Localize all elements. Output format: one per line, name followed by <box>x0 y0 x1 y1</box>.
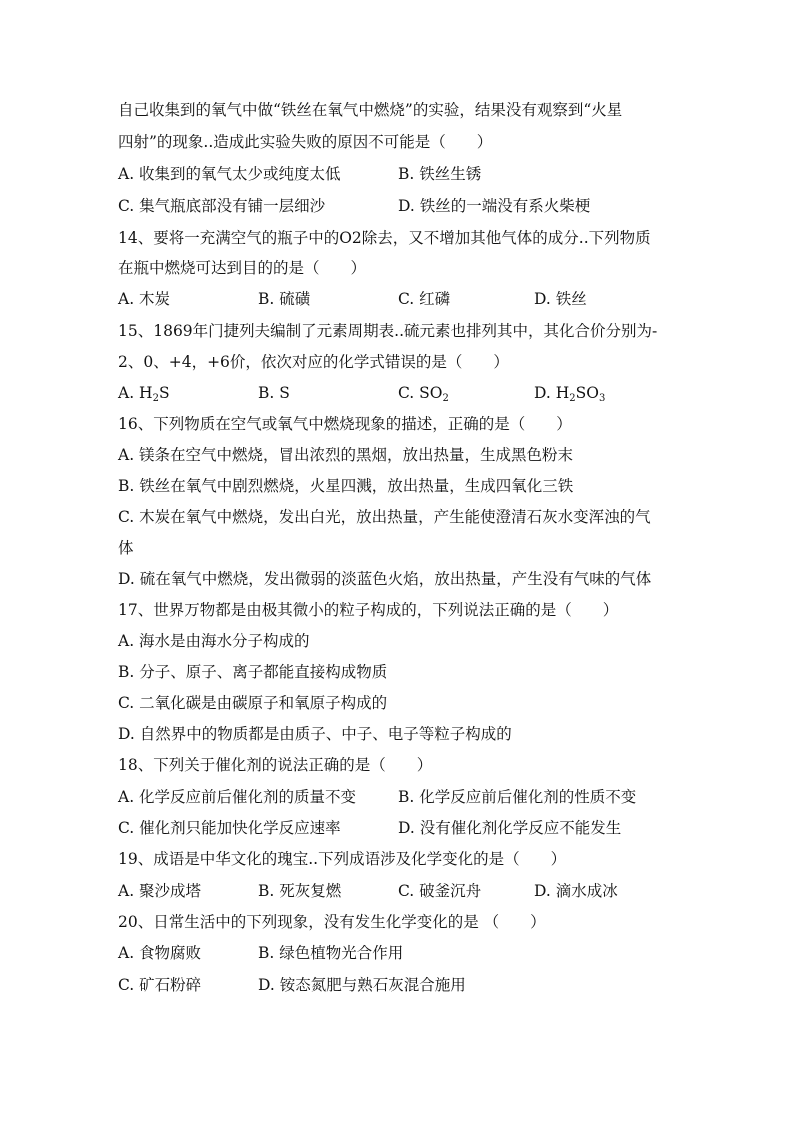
q20-stem: 20、日常生活中的下列现象，没有发生化学变化的是 （ ） <box>118 913 546 931</box>
q19-option-c: C. 破釜沉舟 <box>398 882 482 900</box>
q16-option-c-line1: C. 木炭在氧气中燃烧，发出白光，放出热量，产生能使澄清石灰水变浑浊的气 <box>118 508 651 526</box>
q15-d-mid: SO <box>575 384 599 402</box>
q17-option-d: D. 自然界中的物质都是由质子、中子、电子等粒子构成的 <box>118 725 512 743</box>
q16-stem: 16、下列物质在空气或氧气中燃烧现象的描述，正确的是（ ） <box>118 415 572 433</box>
q16-option-b: B. 铁丝在氧气中剧烈燃烧，火星四溅，放出热量，生成四氧化三铁 <box>118 477 574 495</box>
q15-option-d <box>534 383 605 403</box>
q19-option-b: B. 死灰复燃 <box>258 882 342 900</box>
q15-option-c <box>398 383 449 403</box>
q17-option-c: C. 二氧化碳是由碳原子和氧原子构成的 <box>118 694 388 712</box>
q15-d-prefix: D. H <box>534 384 570 402</box>
q18-option-b: B. 化学反应前后催化剂的性质不变 <box>398 788 637 806</box>
q13-option-b: B. 铁丝生锈 <box>398 165 482 183</box>
q13-option-c: C. 集气瓶底部没有铺一层细沙 <box>118 197 326 215</box>
q16-option-c-line2: 体 <box>118 539 134 557</box>
q17-option-b: B. 分子、原子、离子都能直接构成物质 <box>118 663 388 681</box>
q15-c-prefix: C. SO <box>398 384 443 402</box>
q17-option-a: A. 海水是由海水分子构成的 <box>118 632 310 650</box>
q14-option-a: A. 木炭 <box>118 290 171 308</box>
q16-option-d: D. 硫在氧气中燃烧，发出微弱的淡蓝色火焰，放出热量，产生没有气味的气体 <box>118 570 652 588</box>
q15-d-subscript2: 3 <box>598 393 606 404</box>
q13-option-a: A. 收集到的氧气太少或纯度太低 <box>118 165 341 183</box>
q15-c-subscript: 2 <box>442 393 449 404</box>
q15-a-suffix: S <box>158 384 170 402</box>
q14-stem-line2: 在瓶中燃烧可达到目的的是（ ） <box>118 259 367 277</box>
q20-option-d: D. 铵态氮肥与熟石灰混合施用 <box>258 976 466 994</box>
q19-option-a: A. 聚沙成塔 <box>118 882 202 900</box>
q19-option-d: D. 滴水成冰 <box>534 882 618 900</box>
q18-stem: 18、下列关于催化剂的说法正确的是（ ） <box>118 756 433 774</box>
q15-stem-line1: 15、1869年门捷列夫编制了元素周期表..硫元素也排列其中，其化合价分别为- <box>118 322 658 340</box>
q14-stem-line1: 14、要将一充满空气的瓶子中的O2除去，又不增加其他气体的成分..下列物质 <box>118 229 651 247</box>
q16-option-a: A. 镁条在空气中燃烧，冒出浓烈的黑烟，放出热量，生成黑色粉末 <box>118 446 574 464</box>
q20-option-a: A. 食物腐败 <box>118 944 202 962</box>
q15-d-subscript1: 2 <box>569 393 576 404</box>
q17-stem: 17、世界万物都是由极其微小的粒子构成的，下列说法正确的是（ ） <box>118 601 619 619</box>
q15-option-b: B. S <box>258 384 290 402</box>
q14-option-b: B. 硫磺 <box>258 290 311 308</box>
q15-stem-line2: 2、0、+4，+6价，依次对应的化学式错误的是（ ） <box>118 353 509 371</box>
q19-stem: 19、成语是中华文化的瑰宝..下列成语涉及化学变化的是（ ） <box>118 850 567 868</box>
q15-a-prefix: A. H <box>118 384 153 402</box>
q18-option-d: D. 没有催化剂化学反应不能发生 <box>398 819 622 837</box>
q18-option-c: C. 催化剂只能加快化学反应速率 <box>118 819 341 837</box>
q13-stem-line1: 自己收集到的氧气中做“铁丝在氧气中燃烧”的实验，结果没有观察到“火星 <box>118 101 623 119</box>
q13-option-d: D. 铁丝的一端没有系火柴梗 <box>398 197 591 215</box>
q15-option-a <box>118 383 170 403</box>
q14-option-d: D. 铁丝 <box>534 290 587 308</box>
q18-option-a: A. 化学反应前后催化剂的质量不变 <box>118 788 357 806</box>
q15-a-subscript: 2 <box>152 393 159 404</box>
q20-option-b: B. 绿色植物光合作用 <box>258 944 404 962</box>
q20-option-c: C. 矿石粉碎 <box>118 976 202 994</box>
q14-option-c: C. 红磷 <box>398 290 451 308</box>
q13-stem-line2: 四射”的现象..造成此实验失败的原因不可能是（ ） <box>118 133 493 151</box>
